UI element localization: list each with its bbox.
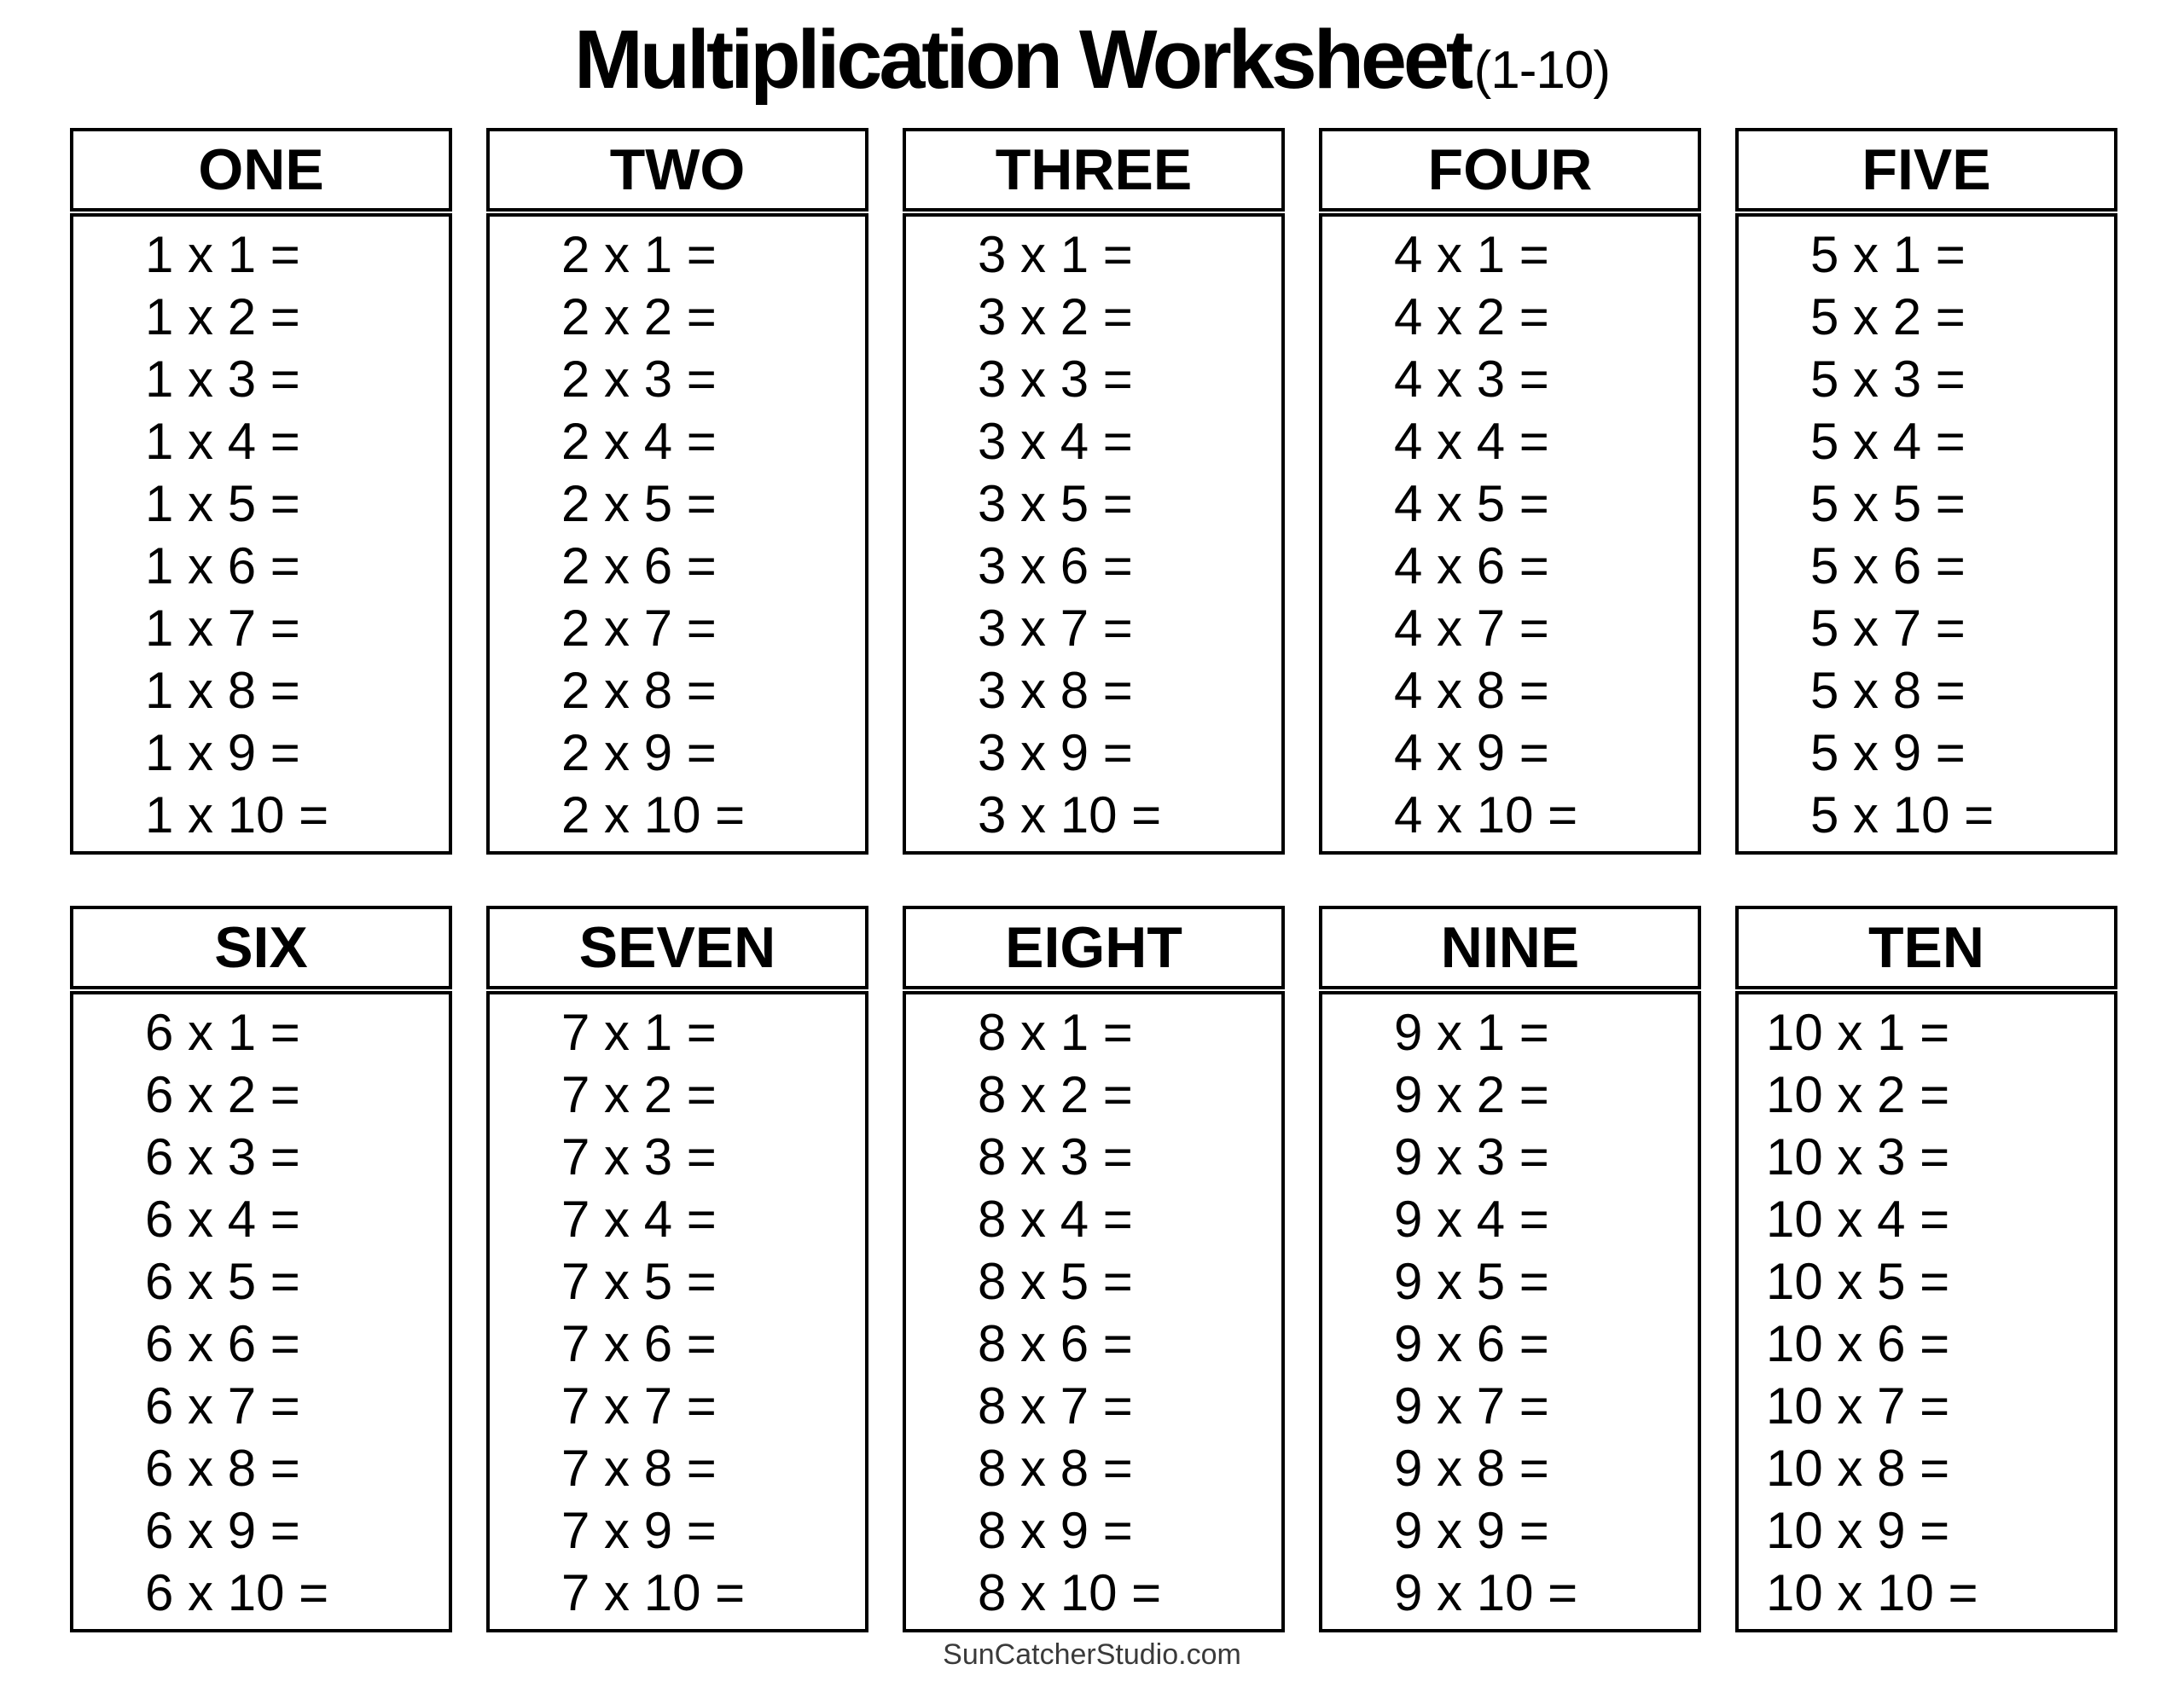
- problem-row: 1 x 8 =: [145, 662, 300, 719]
- page-title-main: Multiplication Worksheet: [574, 13, 1471, 106]
- page-title-suffix: (1-10): [1473, 41, 1610, 100]
- problem-row: 9 x 8 =: [1394, 1440, 1549, 1497]
- column-body: [1735, 991, 2117, 1632]
- problem-row: 8 x 2 =: [978, 1066, 1133, 1123]
- problem-row: 7 x 10 =: [561, 1564, 746, 1621]
- problem-row: 10 x 2 =: [1766, 1066, 1950, 1123]
- problem-row: 10 x 10 =: [1766, 1564, 1978, 1621]
- problem-row: 3 x 5 =: [978, 475, 1133, 532]
- problem-row: 7 x 2 =: [561, 1066, 717, 1123]
- problem-row: 8 x 7 =: [978, 1377, 1133, 1435]
- problem-row: 3 x 9 =: [978, 724, 1133, 781]
- problem-row: 9 x 6 =: [1394, 1315, 1549, 1372]
- problem-row: 9 x 9 =: [1394, 1502, 1549, 1559]
- column-header-label: EIGHT: [1005, 915, 1182, 980]
- column-header-label: NINE: [1440, 915, 1580, 980]
- problem-row: 9 x 2 =: [1394, 1066, 1549, 1123]
- column-header-label: TWO: [609, 137, 746, 202]
- problem-row: 10 x 8 =: [1766, 1440, 1950, 1497]
- problem-row: 6 x 2 =: [145, 1066, 300, 1123]
- problem-row: 1 x 5 =: [145, 475, 300, 532]
- column-header: [1319, 128, 1701, 212]
- problem-row: 1 x 3 =: [145, 351, 300, 408]
- column-header-label: SEVEN: [578, 915, 776, 980]
- column-body: [70, 991, 452, 1632]
- column-header-label: SIX: [214, 915, 308, 980]
- problem-row: 9 x 5 =: [1394, 1253, 1549, 1310]
- problem-row: 3 x 8 =: [978, 662, 1133, 719]
- problem-row: 10 x 7 =: [1766, 1377, 1950, 1435]
- problem-row: 10 x 5 =: [1766, 1253, 1950, 1310]
- column-body: [70, 213, 452, 855]
- column-body: [1735, 213, 2117, 855]
- table-column-nine: [1319, 906, 1701, 1632]
- problem-row: 1 x 4 =: [145, 413, 300, 470]
- problem-row: 6 x 6 =: [145, 1315, 300, 1372]
- table-column-seven: [486, 906, 868, 1632]
- problem-row: 3 x 7 =: [978, 600, 1133, 657]
- column-header: [1735, 128, 2117, 212]
- problem-row: 1 x 1 =: [145, 226, 300, 283]
- column-header: [903, 906, 1285, 989]
- column-body: [903, 991, 1285, 1632]
- column-header-label: FIVE: [1862, 137, 1991, 202]
- problem-row: 7 x 1 =: [561, 1004, 717, 1061]
- problem-row: 6 x 5 =: [145, 1253, 300, 1310]
- table-column-three: [903, 128, 1285, 855]
- problem-row: 2 x 5 =: [561, 475, 717, 532]
- problem-row: 10 x 1 =: [1766, 1004, 1950, 1061]
- column-header: [903, 128, 1285, 212]
- problem-row: 8 x 5 =: [978, 1253, 1133, 1310]
- problem-row: 5 x 4 =: [1810, 413, 1966, 470]
- problem-row: 2 x 3 =: [561, 351, 717, 408]
- problem-row: 3 x 10 =: [978, 786, 1162, 844]
- problem-row: 6 x 7 =: [145, 1377, 300, 1435]
- problem-row: 1 x 2 =: [145, 288, 300, 345]
- problem-row: 6 x 8 =: [145, 1440, 300, 1497]
- problem-row: 8 x 1 =: [978, 1004, 1133, 1061]
- column-body: [486, 213, 868, 855]
- problem-row: 2 x 9 =: [561, 724, 717, 781]
- problem-row: 5 x 5 =: [1810, 475, 1966, 532]
- problem-row: 8 x 6 =: [978, 1315, 1133, 1372]
- problem-row: 6 x 4 =: [145, 1191, 300, 1248]
- problem-row: 3 x 4 =: [978, 413, 1133, 470]
- problem-row: 1 x 9 =: [145, 724, 300, 781]
- table-column-one: [70, 128, 452, 855]
- problem-row: 5 x 9 =: [1810, 724, 1966, 781]
- problem-row: 9 x 4 =: [1394, 1191, 1549, 1248]
- column-header-label: FOUR: [1427, 137, 1593, 202]
- problem-row: 9 x 10 =: [1394, 1564, 1578, 1621]
- problem-row: 8 x 3 =: [978, 1128, 1133, 1186]
- page-title: [0, 12, 2184, 107]
- table-column-ten: [1735, 906, 2117, 1632]
- problem-row: 4 x 8 =: [1394, 662, 1549, 719]
- column-body: [486, 991, 868, 1632]
- problem-row: 4 x 10 =: [1394, 786, 1578, 844]
- problem-row: 1 x 7 =: [145, 600, 300, 657]
- column-header-label: THREE: [995, 137, 1193, 202]
- problem-row: 6 x 9 =: [145, 1502, 300, 1559]
- problem-row: 3 x 6 =: [978, 537, 1133, 594]
- table-column-five: [1735, 128, 2117, 855]
- problem-row: 3 x 3 =: [978, 351, 1133, 408]
- problem-row: 1 x 10 =: [145, 786, 329, 844]
- problem-row: 6 x 3 =: [145, 1128, 300, 1186]
- problem-row: 8 x 9 =: [978, 1502, 1133, 1559]
- problem-row: 5 x 7 =: [1810, 600, 1966, 657]
- problem-row: 5 x 6 =: [1810, 537, 1966, 594]
- problem-row: 4 x 4 =: [1394, 413, 1549, 470]
- column-body: [1319, 213, 1701, 855]
- problem-row: 1 x 6 =: [145, 537, 300, 594]
- problem-row: 7 x 7 =: [561, 1377, 717, 1435]
- problem-row: 5 x 8 =: [1810, 662, 1966, 719]
- problem-row: 2 x 2 =: [561, 288, 717, 345]
- footer: [0, 1636, 2184, 1673]
- problem-row: 4 x 3 =: [1394, 351, 1549, 408]
- problem-row: 2 x 10 =: [561, 786, 746, 844]
- problem-row: 7 x 9 =: [561, 1502, 717, 1559]
- column-header: [70, 906, 452, 989]
- problem-row: 10 x 6 =: [1766, 1315, 1950, 1372]
- problem-row: 5 x 3 =: [1810, 351, 1966, 408]
- problem-row: 9 x 7 =: [1394, 1377, 1549, 1435]
- problem-row: 7 x 5 =: [561, 1253, 717, 1310]
- problem-row: 4 x 2 =: [1394, 288, 1549, 345]
- table-column-four: [1319, 128, 1701, 855]
- problem-row: 5 x 10 =: [1810, 786, 1995, 844]
- problem-row: 7 x 6 =: [561, 1315, 717, 1372]
- column-header: [486, 906, 868, 989]
- problem-row: 4 x 7 =: [1394, 600, 1549, 657]
- problem-row: 2 x 7 =: [561, 600, 717, 657]
- column-body: [903, 213, 1285, 855]
- problem-row: 7 x 4 =: [561, 1191, 717, 1248]
- problem-row: 9 x 3 =: [1394, 1128, 1549, 1186]
- problem-row: 8 x 8 =: [978, 1440, 1133, 1497]
- problem-row: 8 x 4 =: [978, 1191, 1133, 1248]
- problem-row: 5 x 1 =: [1810, 226, 1966, 283]
- column-header: [486, 128, 868, 212]
- problem-row: 3 x 2 =: [978, 288, 1133, 345]
- column-header-label: TEN: [1868, 915, 1984, 980]
- column-header: [1319, 906, 1701, 989]
- problem-row: 2 x 8 =: [561, 662, 717, 719]
- problem-row: 3 x 1 =: [978, 226, 1133, 283]
- problem-row: 7 x 3 =: [561, 1128, 717, 1186]
- problem-row: 2 x 6 =: [561, 537, 717, 594]
- table-column-two: [486, 128, 868, 855]
- problem-row: 2 x 4 =: [561, 413, 717, 470]
- problem-row: 2 x 1 =: [561, 226, 717, 283]
- column-body: [1319, 991, 1701, 1632]
- table-column-eight: [903, 906, 1285, 1632]
- table-column-six: [70, 906, 452, 1632]
- tables-grid: [70, 128, 2117, 1632]
- problem-row: 10 x 4 =: [1766, 1191, 1950, 1248]
- problem-row: 9 x 1 =: [1394, 1004, 1549, 1061]
- column-header-label: ONE: [198, 137, 324, 202]
- problem-row: 10 x 3 =: [1766, 1128, 1950, 1186]
- problem-row: 5 x 2 =: [1810, 288, 1966, 345]
- problem-row: 4 x 1 =: [1394, 226, 1549, 283]
- problem-row: 8 x 10 =: [978, 1564, 1162, 1621]
- problem-row: 4 x 6 =: [1394, 537, 1549, 594]
- problem-row: 6 x 1 =: [145, 1004, 300, 1061]
- column-header: [70, 128, 452, 212]
- problem-row: 4 x 9 =: [1394, 724, 1549, 781]
- problem-row: 10 x 9 =: [1766, 1502, 1950, 1559]
- footer-text: SunCatcherStudio.com: [943, 1638, 1241, 1671]
- problem-row: 6 x 10 =: [145, 1564, 329, 1621]
- column-header: [1735, 906, 2117, 989]
- problem-row: 4 x 5 =: [1394, 475, 1549, 532]
- problem-row: 7 x 8 =: [561, 1440, 717, 1497]
